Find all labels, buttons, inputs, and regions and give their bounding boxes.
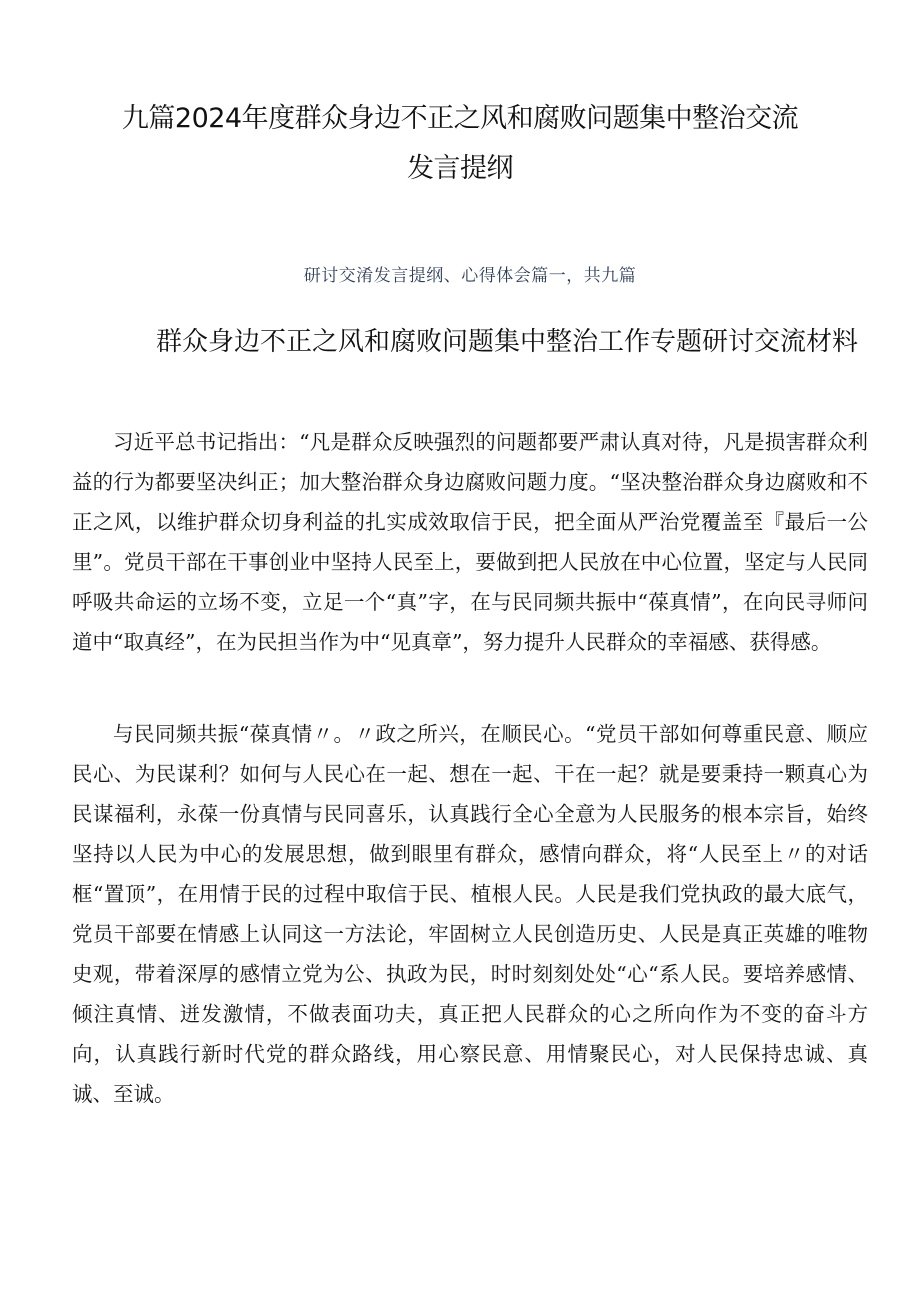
body-paragraph-1: 习近平总书记指出：“凡是群众反映强烈的问题都要严肃认真对待，凡是损害群众利益的行为都要坚决纠正；加大整治群众身边腐败问题力度。“坚决整治群众身边腐败和不正之风，以维护群众切身利益的扎实成效取信于民，把全面从严治党覆盖至『最后一公里”。党员干部在干事创业中坚持人民至上，要做到把人民放在中心位置，坚定与人民同呼吸共命运的立场不变，立足一个“真”字，在与民同频共振中“葆真情”，在向民寻师问道中“取真经”，在为民担当作为中“见真章”，努力提升人民群众的幸福感、获得感。 bbox=[72, 430, 868, 654]
document-subtitle: 研讨交淆发言提纲、心得体会篇一，共九篇 bbox=[303, 266, 637, 286]
body-paragraph-2: 与民同频共振“葆真情〃。〃政之所兴，在顺民心。“党员干部如何尊重民意、顺应民心、为民谋利？如何与人民心在一起、想在一起、干在一起？就是要秉持一颗真心为民谋福利，永葆一份真情与民同喜乐，认真践行全心全意为人民服务的根本宗旨，始终坚持以人民为中心的发展思想，做到眼里有群众，感情向群众，将“人民至上〃的对话框“置顶”，在用情于民的过程中取信于民、植根人民。人民是我们党执政的最大底气，党员干部要在情感上认同这一方法论，牢固树立人民创造历史、人民是真正英雄的唯物史观，带着深厚的感情立党为公、执政为民，时时刻刻处处“心“系人民。要培养感情、倾注真情、迸发激情，不做表面功夫，真正把人民群众的心之所向作为不变的奋斗方向，认真践行新时代党的群众路线，用心察民意、用情聚民心，对人民保持忠诚、真诚、至诚。 bbox=[72, 722, 868, 1106]
document-title: 九篇2024年度群众身边不正之风和腐败问题集中整治交流发言提纲 bbox=[121, 103, 799, 184]
section-title: 群众身边不正之风和腐败问题集中整治工作专题研讨交流材料 bbox=[155, 327, 858, 357]
